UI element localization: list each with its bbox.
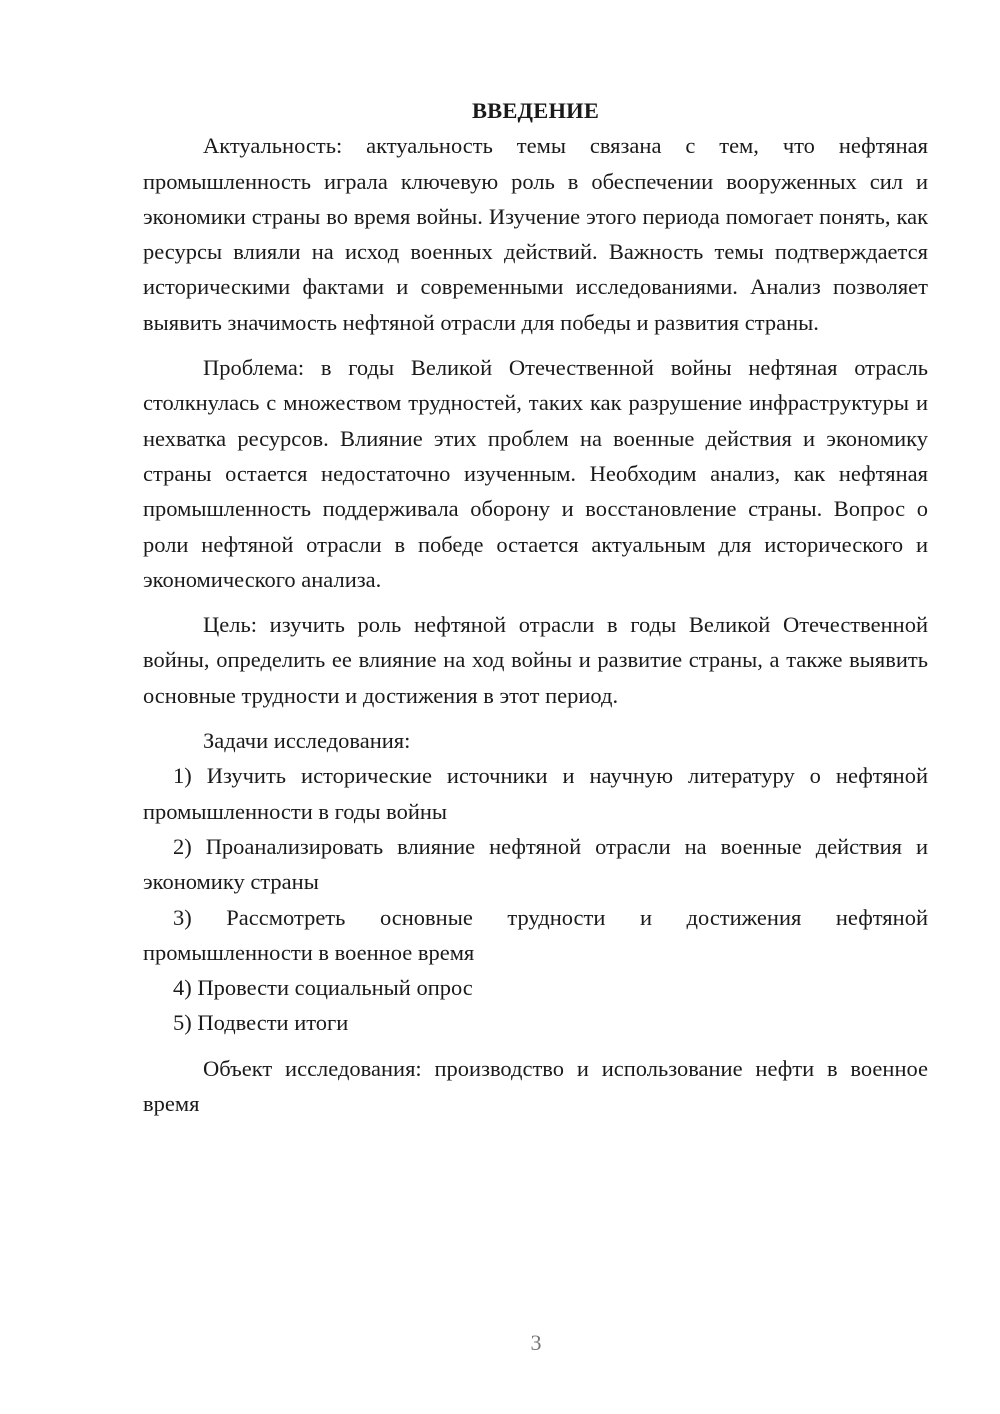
tasks-heading: Задачи исследования:	[203, 728, 411, 754]
paragraph-object: Объект исследования: производство и использование нефти в военное время	[143, 1055, 928, 1117]
paragraph-problem: Проблема: в годы Великой Отечественной войны нефтяная отрасль столкнулась с множеством трудностей, таких как разрушение инфраструктуры и нехватка ресурсов. Влияние этих проблем на военные действия и экономику страны остается недостаточно изученным. Необходим анализ, как нефтяная промышленность поддерживала оборону и восстановление страны. Вопрос о роли нефтяной отрасли в победе остается актуальным для исторического и экономического анализа.	[143, 355, 928, 592]
task-item-4: 4) Провести социальный опрос	[173, 975, 473, 1001]
task-item-1: 1) Изучить исторические источники и научную литературу о нефтяной промышленности в годы войны	[143, 763, 928, 824]
page-content	[143, 93, 928, 1121]
task-item-3: 3) Рассмотреть основные трудности и достижения нефтяной промышленности в военное время	[143, 904, 928, 965]
paragraph-relevance: Актуальность: актуальность темы связана с тем, что нефтяная промышленность играла ключевую роль в обеспечении вооруженных сил и экономики страны во время войны. Изучение этого периода помогает понять, как ресурсы влияли на исход военных действий. Важность темы подтверждается историческими фактами и современными исследованиями. Анализ позволяет выявить значимость нефтяной отрасли для победы и развития страны.	[143, 133, 928, 335]
task-item-5: 5) Подвести итоги	[173, 1010, 349, 1036]
page-number: 3	[530, 1330, 542, 1355]
paragraph-goal: Цель: изучить роль нефтяной отрасли в годы Великой Отечественной войны, определить ее влияние на ход войны и развитие страны, а также выявить основные трудности и достижения в этот период.	[143, 612, 928, 708]
page-title: ВВЕДЕНИЕ	[471, 98, 600, 123]
task-item-2: 2) Проанализировать влияние нефтяной отрасли на военные действия и экономику страны	[143, 833, 928, 895]
